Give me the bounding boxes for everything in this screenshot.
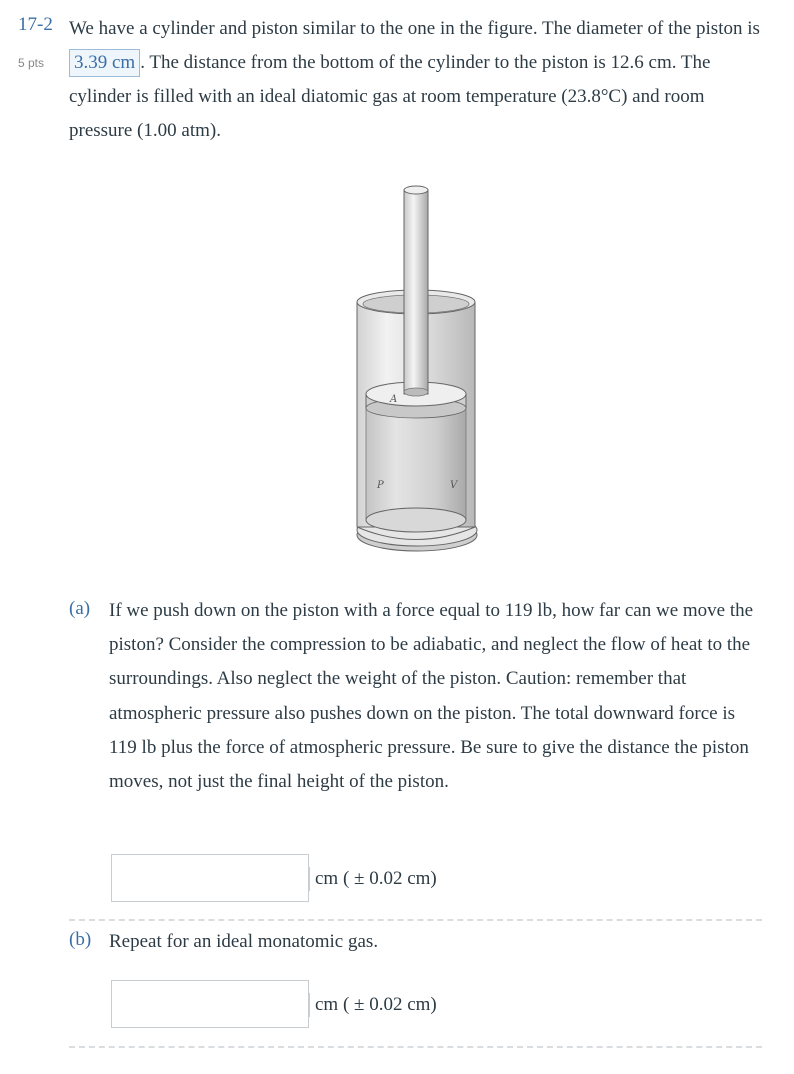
intro-text-post: . The distance from the bottom of the cylinder to the piston is 12.6 cm. The cylinder is filled with an ideal diatomic gas at room temperature (23.8°C) and room pressure (1.00 atm). bbox=[69, 52, 711, 141]
part-a-text: If we push down on the piston with a force equal to 119 lb, how far can we move the piston? Consider the compression to be adiabatic, and neglect the flow of heat to the surroundings. Also neglect the weight of the piston. Caution: remember that atmospheric pressure also pushes down on the piston. The total downward force is 119 lb plus the force of atmospheric pressure. Be sure to give the distance the piston moves, not just the final height of the piston. bbox=[109, 600, 754, 793]
figure-label-v: V bbox=[450, 480, 458, 491]
question-intro bbox=[69, 12, 769, 148]
part-a-answer-input[interactable] bbox=[111, 854, 309, 902]
part-a-unit: cm ( ± 0.02 cm) bbox=[309, 867, 437, 891]
part-b-label: (b) bbox=[69, 929, 92, 950]
cylinder-piston-drawing bbox=[345, 180, 485, 560]
part-b-answer-input[interactable] bbox=[111, 980, 309, 1028]
part-b-text: Repeat for an ideal monatomic gas. bbox=[109, 931, 379, 952]
points-label: 5 pts bbox=[18, 56, 45, 70]
part-a-label: (a) bbox=[69, 598, 91, 619]
figure-label-a: A bbox=[390, 394, 398, 405]
question-number: 17-2 bbox=[18, 14, 53, 35]
cylinder-piston-figure bbox=[345, 180, 485, 560]
part-b-unit: cm ( ± 0.02 cm) bbox=[309, 993, 437, 1017]
divider-b bbox=[69, 1046, 762, 1048]
intro-text-pre: We have a cylinder and piston similar to the one in the figure. The diameter of the piston is bbox=[69, 18, 760, 39]
divider-a bbox=[69, 919, 762, 921]
figure-label-p: P bbox=[377, 480, 384, 491]
diameter-value-box: 3.39 cm bbox=[69, 49, 140, 77]
